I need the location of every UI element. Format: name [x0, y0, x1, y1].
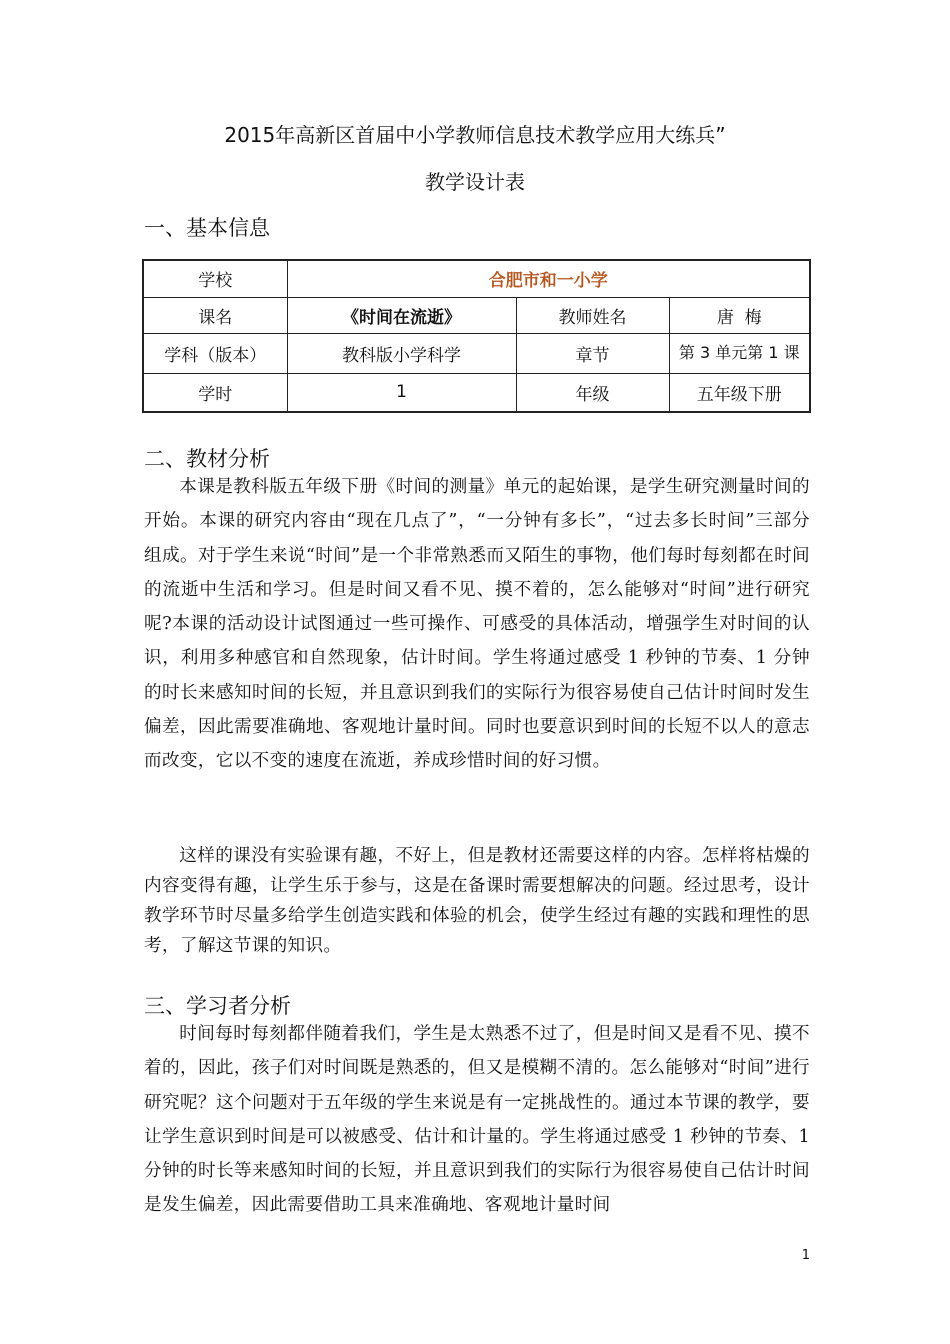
table-row	[143, 373, 810, 412]
grade-value: 五年级下册	[669, 373, 810, 412]
chapter-label: 章节	[516, 333, 669, 373]
hours-label: 学时	[143, 373, 287, 412]
table-row	[143, 260, 810, 297]
table-row	[143, 333, 810, 373]
school-value: 合肥市和一小学	[287, 260, 810, 297]
grade-label: 年级	[516, 373, 669, 412]
page-number: 1	[801, 1248, 810, 1263]
section-heading-learner-analysis: 三、学习者分析	[144, 994, 291, 1018]
table-row	[143, 297, 810, 333]
section-heading-basic-info: 一、基本信息	[144, 216, 270, 240]
teacher-label: 教师姓名	[516, 297, 669, 333]
hours-value: 1	[287, 373, 516, 412]
section-heading-material-analysis: 二、教材分析	[144, 447, 270, 471]
teacher-value: 唐 梅	[669, 297, 810, 333]
learner-analysis-paragraph: 时间每时每刻都伴随着我们，学生是太熟悉不过了，但是时间又是看不见、摸不着的，因此，孩子们对时间既是熟悉的，但又是模糊不清的。怎么能够对“时间”进行研究呢？这个问题对于五年级的学生来说是有一定挑战性的。通过本节课的教学，要让学生意识到时间是可以被感受、估计和计量的。学生将通过感受 1 秒钟的节奏、1 分钟的时长等来感知时间的长短，并且意识到我们的实际行为很容易使自己估计时间是发生偏差，因此需要借助工具来准确地、客观地计量时间	[144, 1024, 810, 1216]
subject-value: 教科版小学科学	[287, 333, 516, 373]
course-label: 课名	[143, 297, 287, 333]
basic-info-table	[142, 259, 811, 413]
school-label: 学校	[143, 260, 287, 297]
course-value: 《时间在流逝》	[287, 297, 516, 333]
material-analysis-paragraph-1: 本课是教科版五年级下册《时间的测量》单元的起始课，是学生研究测量时间的开始。本课的研究内容由“现在几点了”，“一分钟有多长”，“过去多长时间”三部分组成。对于学生来说“时间”是一个非常熟悉而又陌生的事物，他们每时每刻都在时间的流逝中生活和学习。但是时间又看不见、摸不着的，怎么能够对“时间”进行研究呢?本课的活动设计试图通过一些可操作、可感受的具体活动，增强学生对时间的认识，利用多种感官和自然现象，估计时间。学生将通过感受 1 秒钟的节奏、1 分钟的时长来感知时间的长短，并且意识到我们的实际行为很容易使自己估计时间时发生偏差，因此需要准确地、客观地计量时间。同时也要意识到时间的长短不以人的意志而改变，它以不变的速度在流逝，养成珍惜时间的好习惯。	[144, 477, 810, 772]
document-title: 2015年高新区首届中小学教师信息技术教学应用大练兵”	[224, 123, 726, 147]
chapter-value: 第 3 单元第 1 课	[669, 333, 810, 373]
subject-label: 学科（版本）	[143, 333, 287, 373]
material-analysis-paragraph-2: 这样的课没有实验课有趣，不好上，但是教材还需要这样的内容。怎样将枯燥的内容变得有趣，让学生乐于参与，这是在备课时需要想解决的问题。经过思考，设计教学环节时尽量多给学生创造实践和体验的机会，使学生经过有趣的实践和理性的思考，了解这节课的知识。	[144, 846, 810, 956]
document-subtitle: 教学设计表	[425, 170, 525, 194]
